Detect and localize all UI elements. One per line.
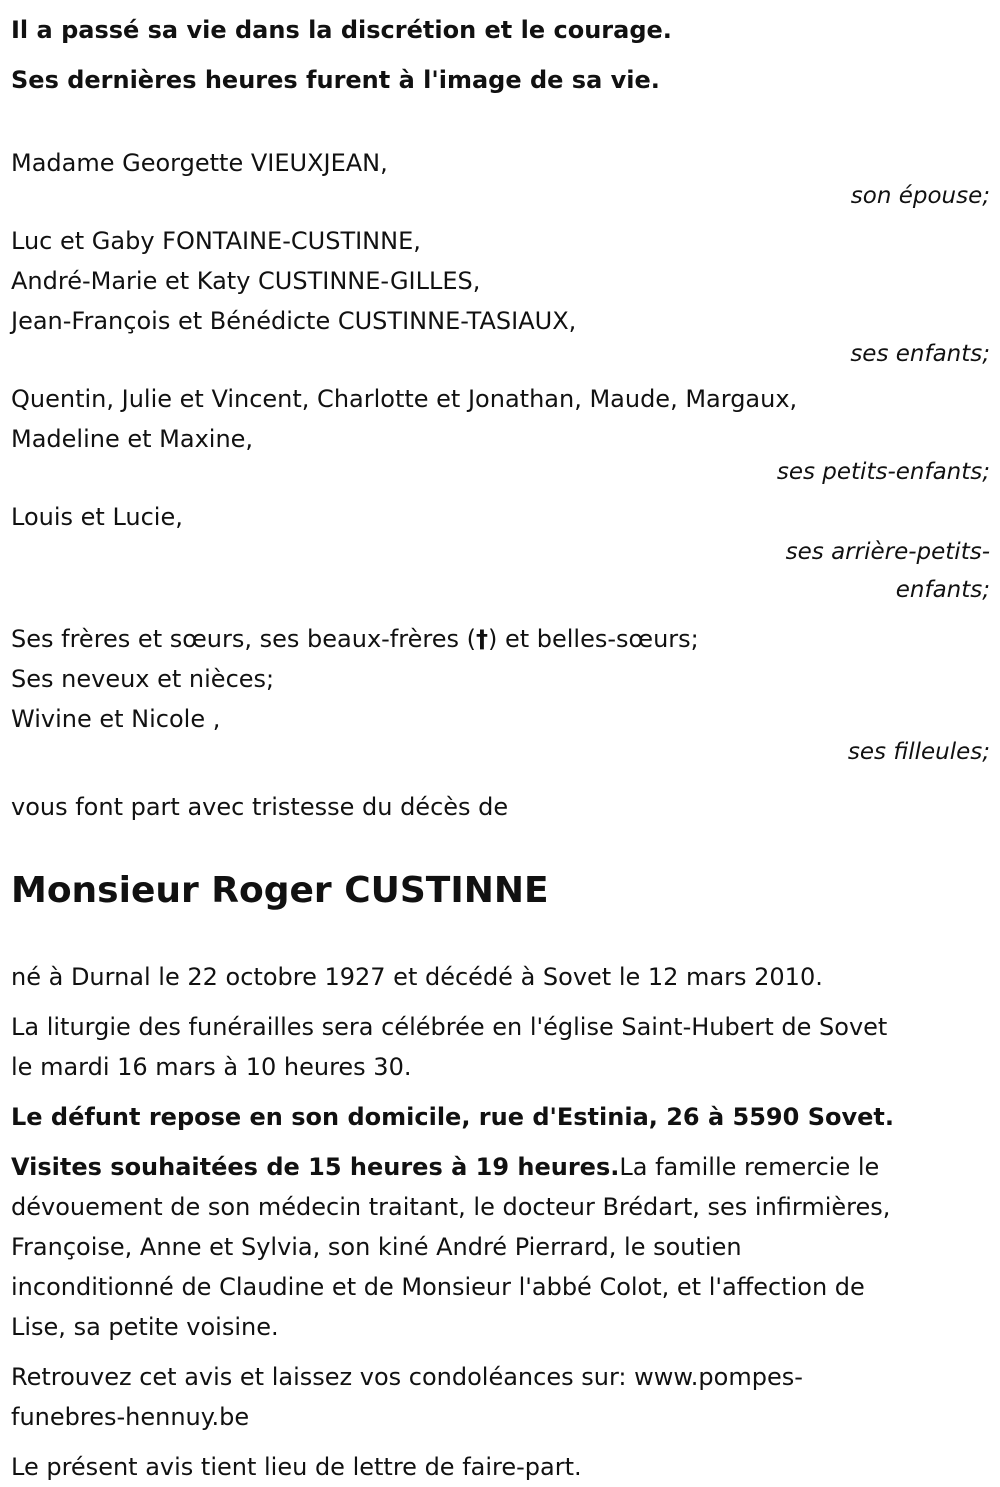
grandchildren-name: Madeline et Maxine, [11, 425, 254, 453]
thanks-line: inconditionné de Claudine et de Monsieur l'abbé Colot, et l'affection de [11, 1273, 865, 1301]
children-group [11, 221, 990, 371]
liturgy-paragraph [11, 1007, 990, 1087]
siblings-text-after: ) et belles-sœurs; [487, 625, 699, 653]
grandchildren-group [11, 379, 990, 489]
deceased-name: Monsieur Roger CUSTINNE [11, 870, 549, 911]
details-section [11, 957, 990, 1487]
condolences-line-1: Retrouvez cet avis et laissez vos condoléances sur: www.pompes- [11, 1363, 803, 1391]
condolences-website: funebres-hennuy.be [11, 1403, 250, 1431]
child-name: Luc et Gaby FONTAINE-CUSTINNE, [11, 227, 421, 255]
children-role: ses enfants; [850, 341, 990, 367]
thanks-line: Françoise, Anne et Sylvia, son kiné André Pierrard, le soutien [11, 1233, 742, 1261]
repose-line: Le défunt repose en son domicile, rue d'Estinia, 26 à 5590 Sovet. [11, 1103, 894, 1131]
grandchildren-role: ses petits-enfants; [776, 459, 990, 485]
notice-line: Le présent avis tient lieu de lettre de faire-part. [11, 1453, 582, 1481]
child-name: Jean-François et Bénédicte CUSTINNE-TASIAUX, [11, 307, 577, 335]
grandchildren-name: Quentin, Julie et Vincent, Charlotte et Jonathan, Maude, Margaux, [11, 385, 798, 413]
nephews-line: Ses neveux et nièces; [11, 665, 275, 693]
visits-line [11, 1147, 990, 1187]
child-name: André-Marie et Katy CUSTINNE-GILLES, [11, 267, 481, 295]
liturgy-line-1: La liturgie des funérailles sera célébrée en l'église Saint-Hubert de Sovet [11, 1013, 888, 1041]
other-relatives-group [11, 619, 990, 769]
spouse-name: Madame Georgette VIEUXJEAN, [11, 149, 388, 177]
great-grandchildren-name: Louis et Lucie, [11, 503, 183, 531]
intro-line-2: Ses dernières heures furent à l'image de sa vie. [11, 66, 660, 94]
siblings-line [11, 619, 990, 659]
great-grandchildren-group [11, 497, 990, 609]
intro-line-1: Il a passé sa vie dans la discrétion et le courage. [11, 16, 672, 44]
condolences-paragraph [11, 1357, 990, 1437]
thanks-start: La famille remercie le [619, 1153, 880, 1181]
announcement: vous font part avec tristesse du décès de [11, 793, 509, 821]
obituary-notice [0, 5, 1000, 1481]
liturgy-line-2: le mardi 16 mars à 10 heures 30. [11, 1053, 412, 1081]
intro-section [11, 5, 990, 105]
thanks-line: dévouement de son médecin traitant, le docteur Brédart, ses infirmières, [11, 1193, 891, 1221]
great-grandchildren-role-line-1: ses arrière-petits- [785, 539, 990, 565]
visits-hours: Visites souhaitées de 15 heures à 19 heures. [11, 1153, 620, 1181]
spouse-group [11, 143, 990, 213]
great-grandchildren-role-line-2: enfants; [895, 577, 990, 603]
siblings-text-before: Ses frères et sœurs, ses beaux-frères ( [11, 625, 476, 653]
thanks-line: Lise, sa petite voisine. [11, 1313, 279, 1341]
birth-death-line: né à Durnal le 22 octobre 1927 et décédé à Sovet le 12 mars 2010. [11, 963, 823, 991]
goddaughters-line: Wivine et Nicole , [11, 705, 221, 733]
spouse-role: son épouse; [850, 183, 990, 209]
great-grandchildren-role [11, 533, 990, 609]
visits-thanks-paragraph [11, 1147, 990, 1347]
cross-icon: † [475, 625, 488, 653]
goddaughters-role: ses filleules; [847, 739, 990, 765]
